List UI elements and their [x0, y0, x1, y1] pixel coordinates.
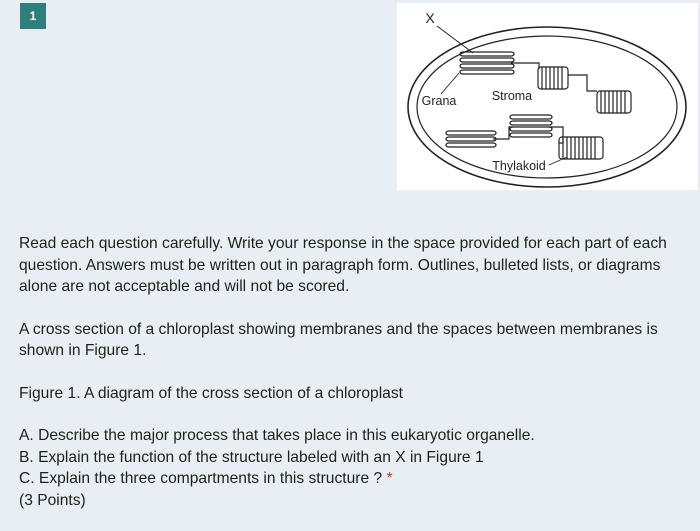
granum-stack — [510, 115, 552, 137]
part-c — [19, 468, 684, 490]
granum-stack — [597, 91, 631, 113]
points-label: (3 Points) — [19, 491, 86, 509]
thylakoid-pointer-line — [549, 157, 567, 165]
label-grana: Grana — [421, 94, 457, 108]
question-body — [19, 233, 684, 511]
granum-stack — [460, 52, 514, 74]
context-text: A cross section of a chloroplast showing membranes and the spaces between membranes is shown in Figure 1. — [19, 320, 658, 359]
question-number-badge: 1 — [20, 3, 46, 29]
stroma-lamella — [568, 75, 597, 91]
label-stroma: Stroma — [491, 89, 533, 103]
part-a: A. Describe the major process that takes place in this eukaryotic organelle. — [19, 427, 535, 444]
x-pointer-line — [437, 26, 473, 53]
granum-stack — [559, 137, 603, 159]
label-thylakoid: Thylakoid — [492, 159, 546, 173]
chloroplast-diagram — [397, 3, 698, 190]
instructions-text: Read each question carefully. Write your response in the space provided for each part of each question. Answers must be written out in paragraph form. Outlines, bulleted lists, or diagrams alone are not acceptable and will not be scored. — [19, 235, 667, 295]
grana-pointer-line — [441, 73, 459, 94]
required-marker: * — [386, 470, 393, 487]
stroma-lamella — [549, 127, 563, 143]
part-c-text: C. Explain the three compartments in this structure ? — [19, 470, 383, 487]
part-b: B. Explain the function of the structure labeled with an X in Figure 1 — [19, 448, 484, 466]
chloroplast-figure — [397, 3, 698, 190]
figure-caption: Figure 1. A diagram of the cross section of a chloroplast — [19, 384, 403, 402]
label-x: X — [425, 10, 435, 26]
granum-stack — [446, 131, 496, 147]
stroma-lamella — [511, 63, 539, 69]
granum-stack — [538, 67, 568, 89]
